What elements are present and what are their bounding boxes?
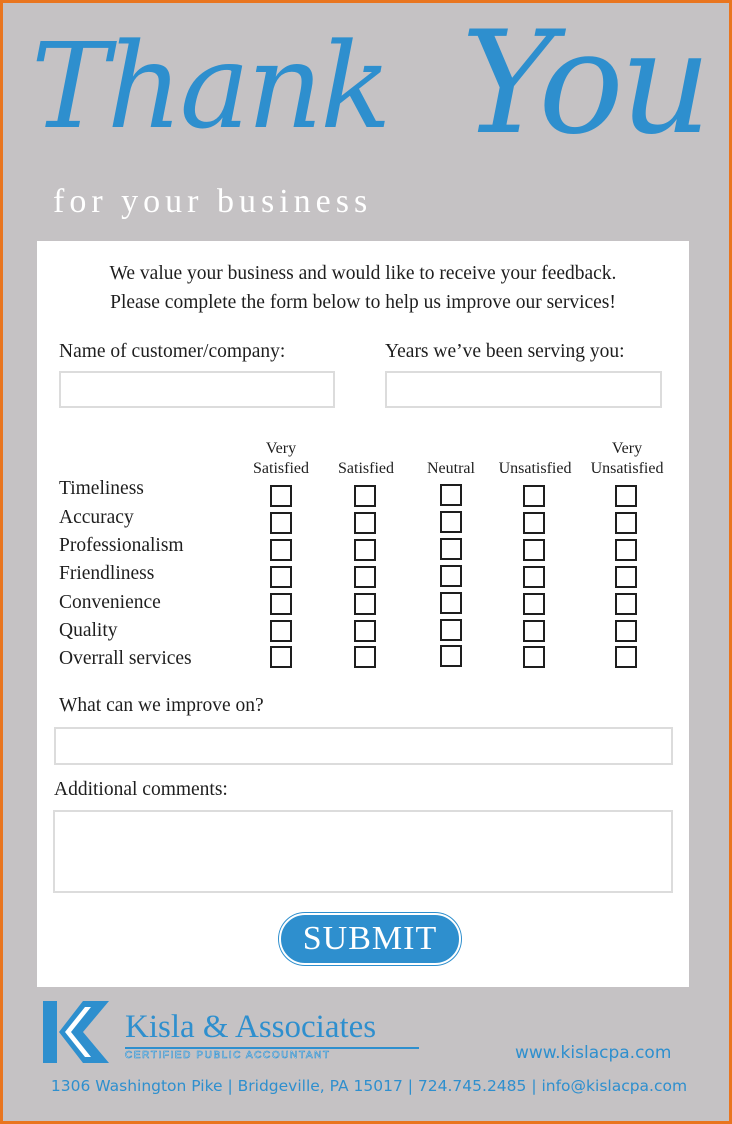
- brand-name: Kisla & Associates: [125, 1009, 377, 1045]
- row-label-accuracy: Accuracy: [59, 507, 134, 528]
- checkbox-quality-neutral[interactable]: [440, 619, 462, 641]
- checkbox-friendliness-very-satisfied[interactable]: [270, 566, 292, 588]
- checkbox-friendliness-satisfied[interactable]: [354, 566, 376, 588]
- website-link[interactable]: www.kislacpa.com: [515, 1043, 672, 1063]
- checkbox-professionalism-very-satisfied[interactable]: [270, 539, 292, 561]
- title-you: You: [461, 1, 708, 166]
- feedback-form: [37, 241, 689, 987]
- checkbox-accuracy-neutral[interactable]: [440, 511, 462, 533]
- col-neutral-line2: Neutral: [427, 460, 475, 477]
- improve-field[interactable]: [54, 727, 673, 765]
- row-label-timeliness: Timeliness: [59, 478, 144, 499]
- row-label-professionalism: Professionalism: [59, 535, 184, 556]
- checkbox-professionalism-satisfied[interactable]: [354, 539, 376, 561]
- checkbox-overall-unsatisfied[interactable]: [523, 646, 545, 668]
- name-field[interactable]: [59, 371, 335, 408]
- brand-divider: [125, 1047, 419, 1049]
- checkbox-overall-neutral[interactable]: [440, 645, 462, 667]
- checkbox-friendliness-neutral[interactable]: [440, 565, 462, 587]
- checkbox-convenience-satisfied[interactable]: [354, 593, 376, 615]
- checkbox-professionalism-unsatisfied[interactable]: [523, 539, 545, 561]
- kisla-logo-icon: [43, 1001, 109, 1063]
- checkbox-overall-very-satisfied[interactable]: [270, 646, 292, 668]
- col-very-unsatisfied-line1: Very: [611, 440, 643, 457]
- subtitle: for your business: [53, 183, 373, 220]
- checkbox-accuracy-very-satisfied[interactable]: [270, 512, 292, 534]
- col-satisfied: [321, 459, 411, 479]
- intro-line-2: Please complete the form below to help us improve our services!: [110, 292, 616, 313]
- checkbox-convenience-unsatisfied[interactable]: [523, 593, 545, 615]
- intro-text: [37, 259, 689, 317]
- checkbox-timeliness-satisfied[interactable]: [354, 485, 376, 507]
- col-unsatisfied-line2: Unsatisfied: [498, 460, 572, 477]
- row-label-quality: Quality: [59, 620, 118, 641]
- col-very-satisfied: [236, 439, 326, 479]
- checkbox-professionalism-neutral[interactable]: [440, 538, 462, 560]
- checkbox-convenience-very-unsatisfied[interactable]: [615, 593, 637, 615]
- checkbox-accuracy-very-unsatisfied[interactable]: [615, 512, 637, 534]
- submit-button[interactable]: SUBMIT: [279, 913, 461, 965]
- checkbox-timeliness-unsatisfied[interactable]: [523, 485, 545, 507]
- brand-tagline: CERTIFIED PUBLIC ACCOUNTANT: [125, 1050, 331, 1061]
- years-field[interactable]: [385, 371, 662, 408]
- contact-address: 1306 Washington Pike | Bridgeville, PA 15017 | 724.745.2485 | info@kislacpa.com: [50, 1077, 688, 1095]
- checkbox-accuracy-unsatisfied[interactable]: [523, 512, 545, 534]
- years-label: Years we’ve been serving you:: [385, 341, 625, 362]
- col-unsatisfied: [485, 459, 585, 479]
- intro-line-1: We value your business and would like to receive your feedback.: [109, 263, 617, 284]
- checkbox-quality-satisfied[interactable]: [354, 620, 376, 642]
- checkbox-friendliness-very-unsatisfied[interactable]: [615, 566, 637, 588]
- comments-label: Additional comments:: [54, 779, 228, 800]
- checkbox-overall-satisfied[interactable]: [354, 646, 376, 668]
- improve-label: What can we improve on?: [59, 695, 264, 716]
- col-satisfied-line2: Satisfied: [338, 460, 394, 477]
- checkbox-professionalism-very-unsatisfied[interactable]: [615, 539, 637, 561]
- title-thank: Thank: [31, 17, 389, 155]
- checkbox-friendliness-unsatisfied[interactable]: [523, 566, 545, 588]
- row-label-convenience: Convenience: [59, 592, 161, 613]
- checkbox-quality-very-satisfied[interactable]: [270, 620, 292, 642]
- checkbox-quality-very-unsatisfied[interactable]: [615, 620, 637, 642]
- checkbox-quality-unsatisfied[interactable]: [523, 620, 545, 642]
- checkbox-timeliness-very-unsatisfied[interactable]: [615, 485, 637, 507]
- checkbox-accuracy-satisfied[interactable]: [354, 512, 376, 534]
- row-label-overall-services: Overrall services: [59, 648, 192, 669]
- col-very-satisfied-line2: Satisfied: [253, 460, 309, 477]
- checkbox-convenience-neutral[interactable]: [440, 592, 462, 614]
- col-very-unsatisfied: [577, 439, 677, 479]
- col-neutral: [406, 459, 496, 479]
- comments-field[interactable]: [53, 810, 673, 893]
- checkbox-overall-very-unsatisfied[interactable]: [615, 646, 637, 668]
- name-label: Name of customer/company:: [59, 341, 286, 362]
- checkbox-convenience-very-satisfied[interactable]: [270, 593, 292, 615]
- checkbox-timeliness-very-satisfied[interactable]: [270, 485, 292, 507]
- checkbox-timeliness-neutral[interactable]: [440, 484, 462, 506]
- col-very-satisfied-line1: Very: [265, 440, 297, 457]
- row-label-friendliness: Friendliness: [59, 563, 155, 584]
- col-very-unsatisfied-line2: Unsatisfied: [590, 460, 664, 477]
